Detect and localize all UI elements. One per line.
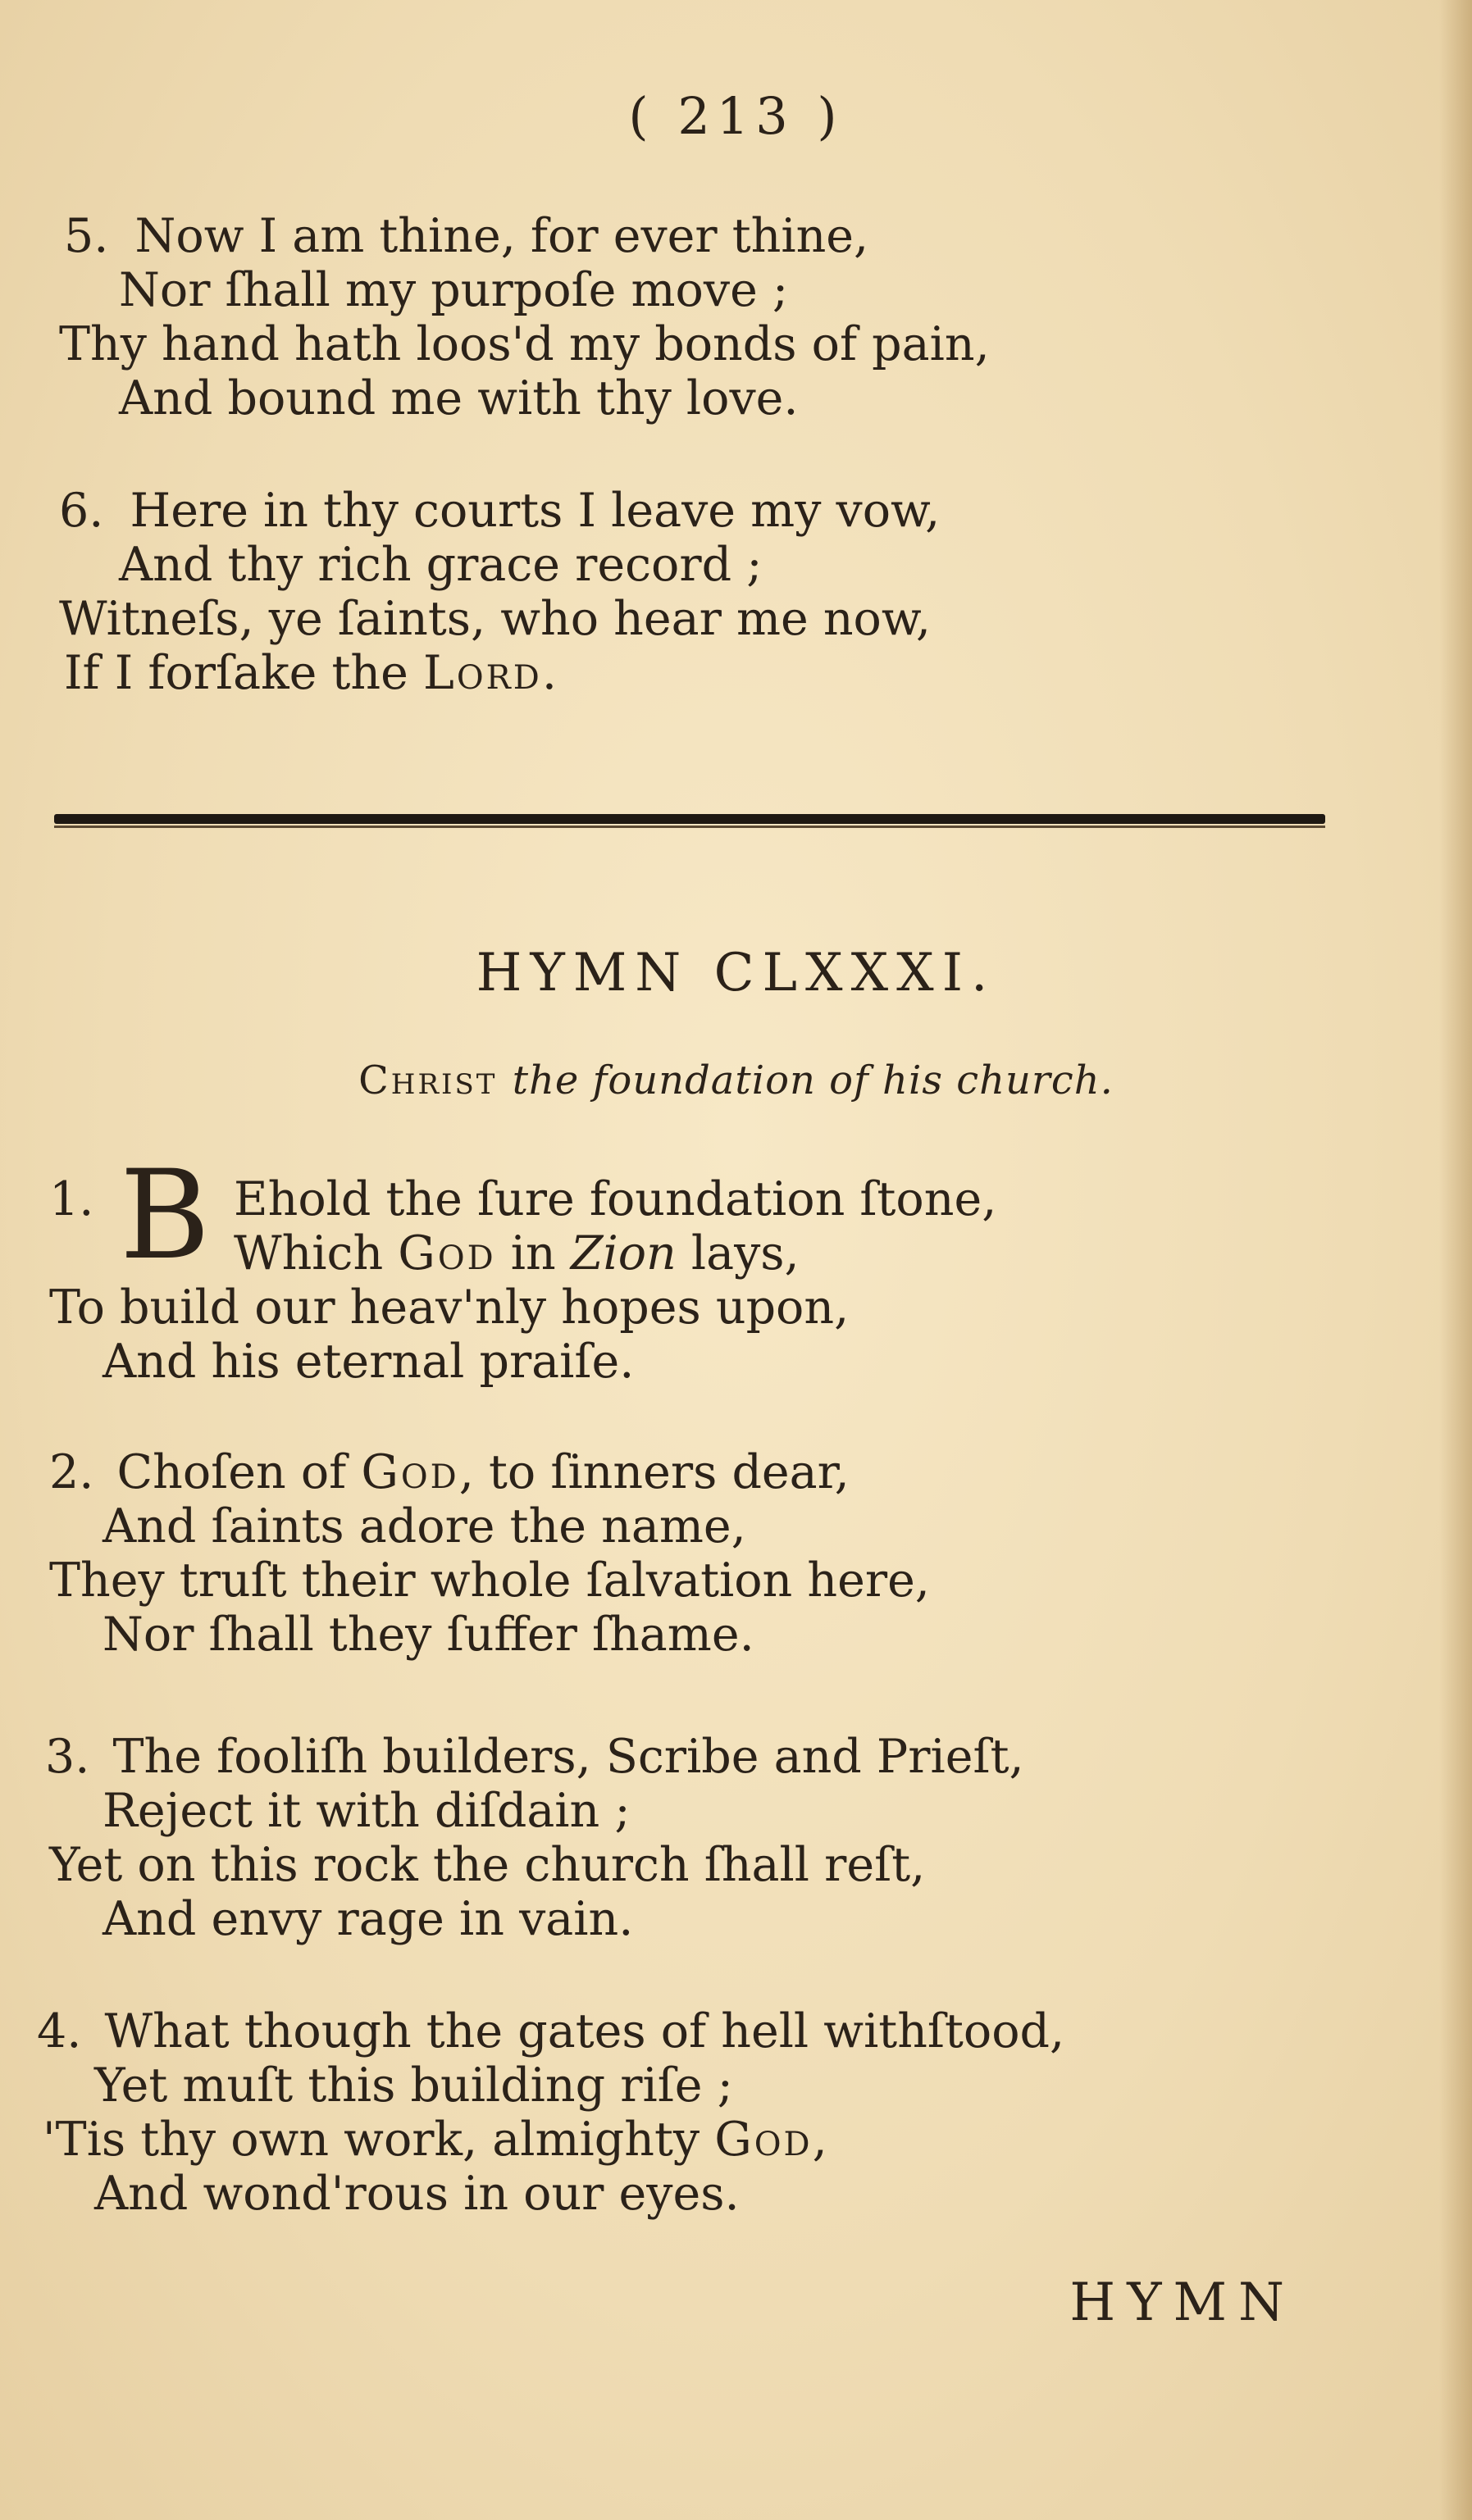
- verse-5-line-1: [64, 209, 868, 263]
- hymn-verse-1-line-2: [234, 1226, 800, 1280]
- verse-6-line-4: [64, 646, 557, 700]
- hymn-verse-2-line-3: They truſt their whole ſalvation here,: [49, 1553, 930, 1608]
- hymn-verse-2-line-1: [49, 1445, 850, 1499]
- verse-text: What though the gates of hell withſtood,: [104, 2004, 1065, 2058]
- verse-text: Choſen of: [116, 1445, 362, 1499]
- god-word: God: [714, 2113, 813, 2167]
- verse-text: The fooliſh builders, Scribe and Prieſt,: [112, 1730, 1024, 1784]
- hymn-verse-4-line-2: Yet muſt this building riſe ;: [94, 2058, 733, 2113]
- lord-word: Lord: [422, 646, 542, 700]
- hymn-verse-1-line-4: And his eternal praiſe.: [103, 1335, 635, 1389]
- hymn-verse-3-line-4: And envy rage in vain.: [103, 1892, 634, 1946]
- hymn-verse-1-line-1: Ehold the ſure foundation ſtone,: [234, 1172, 997, 1226]
- verse-text: Which: [234, 1226, 399, 1280]
- hymn-verse-4-line-4: And wond'rous in our eyes.: [94, 2167, 740, 2221]
- verse-5-line-2: Nor ſhall my purpoſe move ;: [119, 263, 789, 317]
- hymn-verse-3-line-2: Reject it with diſdain ;: [103, 1784, 631, 1838]
- hymn-verse-2-line-4: Nor ſhall they ſuffer ſhame.: [103, 1608, 754, 1662]
- punctuation: ,: [812, 2113, 827, 2167]
- verse-text: lays,: [676, 1226, 800, 1280]
- hymn-verse-3-line-1: [45, 1730, 1024, 1784]
- catchword: HYMN: [1069, 2272, 1296, 2333]
- section-divider: [54, 814, 1325, 824]
- verse-6-line-1: [59, 484, 940, 538]
- verse-number: 6.: [59, 484, 104, 538]
- hymn-verse-1-number: 1.: [49, 1172, 94, 1226]
- verse-number: 5.: [64, 209, 109, 263]
- hymn-verse-3-line-3: Yet on this rock the church ſhall reſt,: [49, 1838, 926, 1892]
- page-edge: [1439, 0, 1472, 2520]
- verse-number: 4.: [37, 2004, 82, 2058]
- verse-number: 2.: [49, 1445, 94, 1499]
- subtitle-italic: the foundation of his church.: [512, 1058, 1114, 1103]
- hymn-verse-1-line-3: To build our heav'nly hopes upon,: [49, 1280, 850, 1335]
- verse-number: 3.: [45, 1730, 90, 1784]
- verse-text: Now I am thine, for ever thine,: [134, 209, 869, 263]
- verse-6-line-2: And thy rich grace record ;: [119, 538, 763, 592]
- verse-text: in: [495, 1226, 571, 1280]
- page-number: ( 213 ): [628, 86, 844, 146]
- god-word: God: [361, 1445, 459, 1499]
- verse-6-line-3: Witneſs, ye ſaints, who hear me now,: [59, 592, 932, 646]
- punctuation: .: [541, 646, 557, 700]
- hymn-verse-4-line-1: [37, 2004, 1064, 2058]
- god-word: God: [398, 1226, 496, 1280]
- hymn-title: HYMN CLXXXI.: [476, 943, 996, 1003]
- subtitle-lead: Christ: [358, 1058, 498, 1103]
- verse-text: Here in thy courts I leave my vow,: [130, 484, 941, 538]
- verse-text: If I forſake the: [64, 646, 423, 700]
- verse-5-line-3: Thy hand hath loos'd my bonds of pain,: [59, 317, 990, 371]
- zion-word: Zion: [570, 1226, 677, 1280]
- drop-cap: B: [120, 1144, 211, 1287]
- verse-text: , to ſinners dear,: [458, 1445, 850, 1499]
- verse-text: 'Tis thy own work, almighty: [43, 2113, 715, 2167]
- verse-5-line-4: And bound me with thy love.: [119, 371, 799, 425]
- hymn-verse-2-line-2: And ſaints adore the name,: [103, 1499, 746, 1553]
- hymn-verse-4-line-3: [43, 2113, 827, 2167]
- hymn-subtitle: [0, 1058, 1472, 1103]
